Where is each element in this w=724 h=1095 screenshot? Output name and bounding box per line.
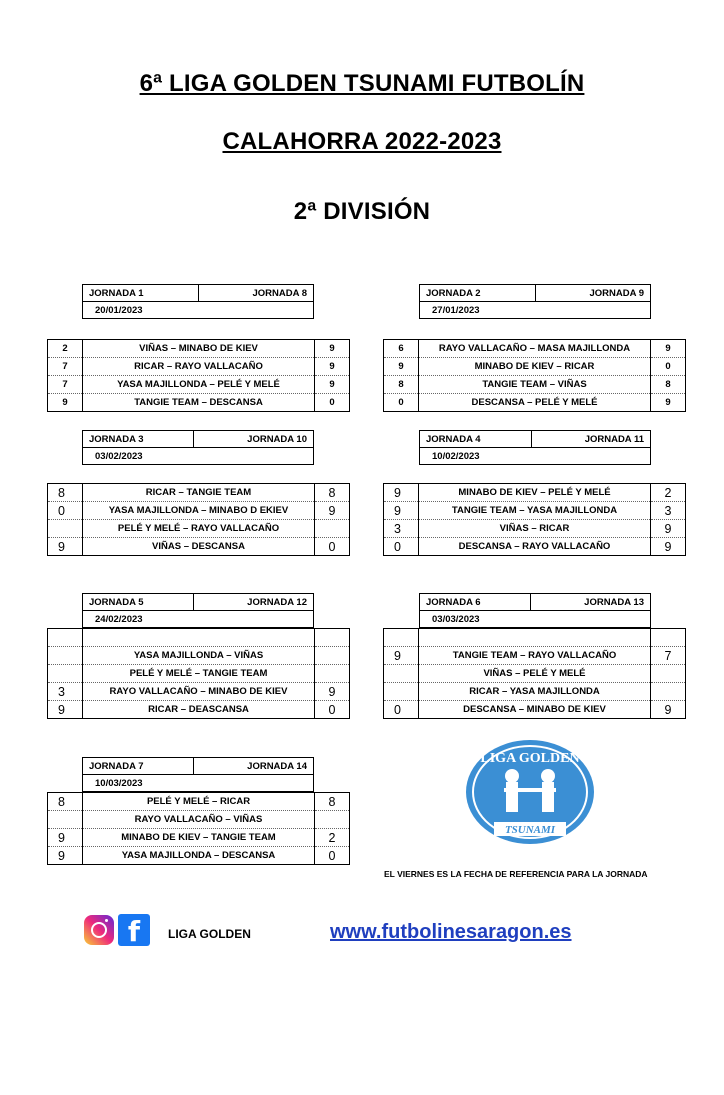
jornada-date: 10/03/2023 [83,775,314,792]
score-home: 8 [384,376,419,394]
match-row [48,701,350,719]
score-away: 0 [315,847,350,865]
score-away: 8 [315,793,350,811]
jornada-header [82,430,314,465]
match-row [48,829,350,847]
score-home: 9 [48,538,83,556]
instagram-icon[interactable] [84,915,114,945]
score-away [315,665,350,683]
social-links [84,914,251,946]
logo-player-body-left [506,782,518,812]
score-home: 9 [384,502,419,520]
match-name: YASA MAJILLONDA – VIÑAS [83,647,315,665]
page-subtitle: CALAHORRA 2022-2023 [222,128,502,155]
score-away: 9 [315,376,350,394]
score-away: 9 [315,358,350,376]
score-home: 9 [384,484,419,502]
score-home: 9 [48,847,83,865]
match-name: YASA MAJILLONDA – MINABO D EKIEV [83,502,315,520]
match-name: DESCANSA – RAYO VALLACAÑO [419,538,651,556]
score-home: 8 [48,793,83,811]
match-row [48,665,350,683]
match-name: PELÉ Y MELÉ – RAYO VALLACAÑO [83,520,315,538]
score-home: 2 [48,340,83,358]
score-away: 0 [651,358,686,376]
match-row [48,484,350,502]
jornada-label: JORNADA 3 [83,431,194,448]
match-name: PELÉ Y MELÉ – RICAR [83,793,315,811]
score-home [48,629,83,647]
jornada-label: JORNADA 5 [83,594,194,611]
match-row [384,502,686,520]
match-name [419,629,651,647]
match-name: RICAR – YASA MAJILLONDA [419,683,651,701]
match-row [384,665,686,683]
match-name: TANGIE TEAM – DESCANSA [83,394,315,412]
jornada-date: 10/02/2023 [420,448,651,465]
score-away: 0 [315,394,350,412]
match-row [48,358,350,376]
jornada-date: 20/01/2023 [83,302,314,319]
score-home: 9 [48,829,83,847]
score-away: 9 [651,520,686,538]
match-name: RAYO VALLACAÑO – VIÑAS [83,811,315,829]
liga-golden-label: LIGA GOLDEN [168,927,251,941]
score-away [651,665,686,683]
match-table [47,339,350,412]
score-away: 9 [651,701,686,719]
jornada-label: JORNADA 2 [420,285,536,302]
score-home: 9 [48,394,83,412]
score-away: 3 [651,502,686,520]
score-away: 9 [315,683,350,701]
match-table [47,483,350,556]
score-away [315,811,350,829]
jornada-date: 27/01/2023 [420,302,651,319]
match-row [48,647,350,665]
match-name: VIÑAS – RICAR [419,520,651,538]
match-table [47,792,350,865]
score-home: 0 [384,701,419,719]
jornada-date: 03/03/2023 [420,611,651,628]
match-row [48,502,350,520]
score-home: 0 [48,502,83,520]
score-home: 7 [48,358,83,376]
logo-top-text: LIGA GOLDEN [480,751,580,766]
jornada-label-return: JORNADA 11 [531,431,650,448]
match-row [384,394,686,412]
jornada-label: JORNADA 4 [420,431,532,448]
match-row [48,793,350,811]
logo-bottom-text: TSUNAMI [504,824,556,836]
match-row [384,683,686,701]
match-row [48,683,350,701]
jornada-date: 24/02/2023 [83,611,314,628]
page-title: 6ª LIGA GOLDEN TSUNAMI FUTBOLÍN [139,70,585,97]
match-name: RAYO VALLACAÑO – MASA MAJILLONDA [419,340,651,358]
score-home [384,665,419,683]
jornada-label-return: JORNADA 13 [531,594,651,611]
match-name: VIÑAS – DESCANSA [83,538,315,556]
score-home [48,520,83,538]
division-title: 2ª DIVISIÓN [293,198,431,225]
score-away [315,520,350,538]
match-name: RICAR – TANGIE TEAM [83,484,315,502]
match-table [47,628,350,719]
match-table [383,339,686,412]
logo-player-head-left [505,769,519,783]
match-row [48,629,350,647]
score-away [315,629,350,647]
jornada-label: JORNADA 6 [420,594,531,611]
score-away: 9 [651,340,686,358]
match-name: VIÑAS – MINABO DE KIEV [83,340,315,358]
score-home: 0 [384,394,419,412]
jornada-label: JORNADA 1 [83,285,199,302]
score-home: 3 [48,683,83,701]
match-table [383,628,686,719]
reference-note: EL VIERNES ES LA FECHA DE REFERENCIA PARA LA JORNADA [384,869,648,879]
match-name: TANGIE TEAM – VIÑAS [419,376,651,394]
score-home: 3 [384,520,419,538]
logo-player-head-right [541,769,555,783]
score-away: 2 [315,829,350,847]
match-name: RICAR – DEASCANSA [83,701,315,719]
match-row [384,484,686,502]
jornada-header [82,284,314,319]
match-name: VIÑAS – PELÉ Y MELÉ [419,665,651,683]
jornada-header [419,284,651,319]
match-row [384,376,686,394]
match-row [48,520,350,538]
match-name: MINABO DE KIEV – TANGIE TEAM [83,829,315,847]
match-row [48,340,350,358]
jornada-header [82,757,314,792]
score-away [651,629,686,647]
match-row [48,811,350,829]
match-name: DESCANSA – MINABO DE KIEV [419,701,651,719]
score-away: 8 [315,484,350,502]
match-row [384,701,686,719]
jornada-label: JORNADA 7 [83,758,194,775]
match-name: MINABO DE KIEV – PELÉ Y MELÉ [419,484,651,502]
score-away: 9 [651,394,686,412]
match-row [384,340,686,358]
score-home: 7 [48,376,83,394]
jornada-label-return: JORNADA 9 [535,285,651,302]
jornada-header [419,430,651,465]
match-name: PELÉ Y MELÉ – TANGIE TEAM [83,665,315,683]
match-row [384,358,686,376]
score-home [48,665,83,683]
score-home: 8 [48,484,83,502]
match-name: DESCANSA – PELÉ Y MELÉ [419,394,651,412]
jornada-label-return: JORNADA 10 [194,431,314,448]
match-row [48,376,350,394]
score-away: 0 [315,538,350,556]
score-home [48,811,83,829]
match-row [48,847,350,865]
score-home [384,683,419,701]
score-home: 9 [384,358,419,376]
score-away: 8 [651,376,686,394]
jornada-label-return: JORNADA 12 [194,594,314,611]
score-home: 9 [384,647,419,665]
match-name: YASA MAJILLONDA – PELÉ Y MELÉ [83,376,315,394]
website-link[interactable]: www.futbolinesaragon.es [330,921,572,943]
match-name: MINABO DE KIEV – RICAR [419,358,651,376]
match-name [83,629,315,647]
match-row [384,538,686,556]
score-away: 9 [315,502,350,520]
score-away: 7 [651,647,686,665]
jornada-label-return: JORNADA 14 [194,758,314,775]
jornada-header [419,593,651,628]
score-away: 9 [315,340,350,358]
match-name: TANGIE TEAM – RAYO VALLACAÑO [419,647,651,665]
score-home: 9 [48,701,83,719]
score-away [315,647,350,665]
facebook-icon[interactable] [118,914,150,946]
match-row [384,520,686,538]
score-home: 0 [384,538,419,556]
match-name: TANGIE TEAM – YASA MAJILLONDA [419,502,651,520]
match-name: YASA MAJILLONDA – DESCANSA [83,847,315,865]
score-home: 6 [384,340,419,358]
jornada-date: 03/02/2023 [83,448,314,465]
score-away: 9 [651,538,686,556]
match-row [48,394,350,412]
match-row [384,629,686,647]
jornada-header [82,593,314,628]
jornada-label-return: JORNADA 8 [198,285,314,302]
facebook-glyph: f [127,915,141,948]
match-row [384,647,686,665]
match-name: RAYO VALLACAÑO – MINABO DE KIEV [83,683,315,701]
logo-player-body-right [542,782,554,812]
match-row [48,538,350,556]
score-away: 0 [315,701,350,719]
match-table [383,483,686,556]
match-name: RICAR – RAYO VALLACAÑO [83,358,315,376]
score-home [48,647,83,665]
score-away: 2 [651,484,686,502]
score-away [651,683,686,701]
liga-golden-tsunami-logo [464,738,596,846]
score-home [384,629,419,647]
